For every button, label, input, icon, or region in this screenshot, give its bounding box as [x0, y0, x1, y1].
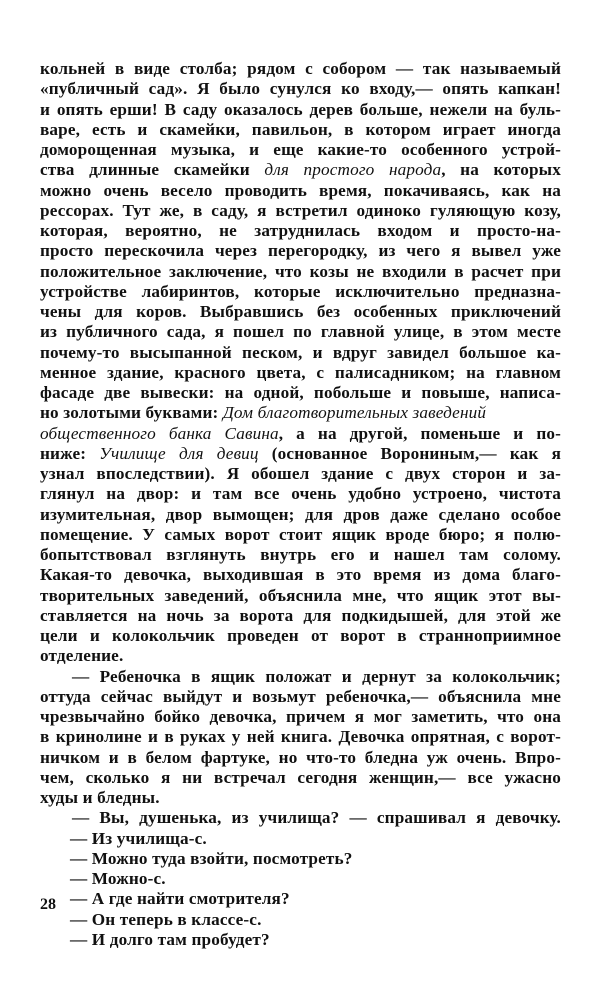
- text-line: менное здание, красного цвета, с палисадником; на главном: [40, 362, 561, 382]
- text-line: творительных заведений, объяснила мне, что ящик этот вы-: [40, 585, 561, 605]
- italic-run: общественного банка Савина: [40, 423, 279, 443]
- text-line: [40, 160, 561, 180]
- text-line: устройстве лабиринтов, которые исключительно предназна-: [40, 281, 561, 301]
- dialogue-line: — А где найти смотрителя?: [70, 889, 290, 909]
- text-line: «публичный сад». Я было сунулся ко входу,— опять капкан!: [40, 79, 561, 99]
- text-line: рессорах. Тут же, в саду, я встретил одиноко гуляющую козу,: [40, 200, 561, 220]
- text-line: варе, есть и скамейки, павильон, в котором играет иногда: [40, 119, 561, 139]
- text-line: из публичного сада, я пошел по главной улице, в этом месте: [40, 322, 561, 342]
- dialogue-line: — И долго там пробудет?: [70, 929, 270, 949]
- text-line: чем, сколько я ни встречал сегодня женщин,— все ужасно: [40, 767, 561, 787]
- italic-run: для простого народа: [264, 160, 442, 180]
- text-line: и опять ерши! В саду оказалось дерев больше, нежели на буль-: [40, 99, 561, 119]
- text-line: [40, 403, 561, 423]
- dialogue-line: — Он теперь в классе-с.: [70, 909, 262, 929]
- text-line: помещение. У самых ворот стоит ящик вроде бюро; я полю-: [40, 524, 561, 544]
- dialogue-line: — Из училища-с.: [70, 828, 207, 848]
- book-page-text: [40, 59, 561, 950]
- text-line: худы и бледны.: [40, 788, 160, 807]
- text-run: ства длинные скамейки: [40, 160, 265, 180]
- page-number: 28: [40, 896, 56, 913]
- text-line: глянул на двор: и там все очень удобно устроено, чистота: [40, 484, 561, 504]
- text-line: чрезвычайно бойко девочка, причем я мог заметить, что она: [40, 707, 561, 726]
- text-line: кольней в виде столба; рядом с собором — так называемый: [40, 59, 561, 78]
- dialogue-line: — Можно-с.: [70, 869, 166, 888]
- text-line: цели и колокольчик проведен от ворот в странноприимное: [40, 626, 561, 645]
- text-run: , а на другой, поменьше и по-: [278, 423, 561, 443]
- text-run: , на которых: [441, 160, 561, 180]
- text-line: узнал впоследствии). Я обошел здание с двух сторон и за-: [40, 464, 561, 483]
- text-line: чены для коров. Выбравшись без особенных приключений: [40, 302, 561, 321]
- text-line: бопытствовал взглянуть внутрь его и нашел там солому.: [40, 545, 561, 564]
- italic-run: Дом благотворительных заведений: [222, 403, 487, 423]
- text-line: ставляется на ночь за ворота для подкидышей, для этой же: [40, 605, 561, 625]
- text-line: Какая-то девочка, выходившая в это время из дома благо-: [40, 565, 561, 585]
- dialogue-line: — Вы, душенька, из училища? — спрашивал я девочку.: [72, 808, 561, 828]
- text-line: можно очень весело проводить время, покачиваясь, как на: [40, 180, 561, 200]
- text-run: ниже:: [40, 443, 100, 463]
- text-line: изумительная, двор вымощен; для дров даже сделано особое: [40, 504, 561, 524]
- dialogue-line: — Ребеночка в ящик положат и дернут за колокольчик;: [72, 666, 561, 686]
- text-line: в кринолине и в руках у ней книга. Девочка опрятная, с ворот-: [40, 727, 561, 747]
- text-line: положительное заключение, что козы не входили в расчет при: [40, 261, 561, 281]
- text-line: ничком и в белом фартуке, но что-то бледна уж очень. Впро-: [40, 747, 561, 767]
- text-line: [40, 424, 561, 444]
- text-line: которая, вероятно, не затруднилась входом и просто-на-: [40, 221, 561, 240]
- text-line: доморощенная музыка, и еще какие-то особенного устрой-: [40, 140, 561, 159]
- dialogue-line: — Можно туда взойти, посмотреть?: [70, 848, 353, 868]
- text-line: фасаде две вывески: на одной, побольше и повыше, написа-: [40, 383, 561, 402]
- text-line: [40, 444, 561, 464]
- text-line: оттуда сейчас выйдут и возьмут ребеночка,— объяснила мне: [40, 686, 561, 706]
- text-line: почему-то высыпанной песком, и вдруг завидел большое ка-: [40, 342, 561, 362]
- text-line: отделение.: [40, 646, 124, 666]
- italic-run: Училище для девиц: [99, 443, 259, 463]
- text-line: просто перескочила через перегородку, из чего я вывел уже: [40, 241, 561, 261]
- text-run: (основанное Ворониным,— как я: [258, 443, 562, 463]
- text-run: но золотыми буквами:: [40, 403, 223, 423]
